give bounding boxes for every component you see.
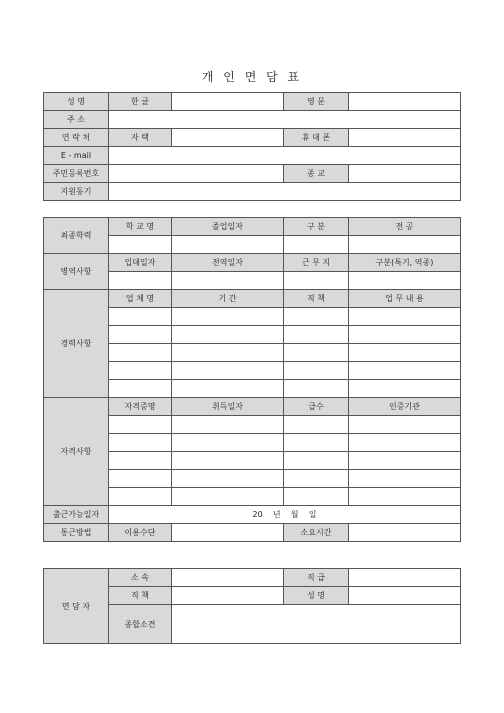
- license-name-field[interactable]: [109, 452, 172, 470]
- religion-label: 종 교: [284, 165, 349, 183]
- education-major-field[interactable]: [349, 236, 461, 254]
- license-grade-field[interactable]: [284, 488, 349, 506]
- korean-name-field[interactable]: [172, 93, 284, 111]
- education-school-field[interactable]: [109, 236, 172, 254]
- start-date-field[interactable]: 20 년 월 일: [109, 506, 461, 524]
- license-date-field[interactable]: [172, 416, 284, 434]
- career-company-field[interactable]: [109, 362, 172, 380]
- interviewer-table: [43, 568, 461, 644]
- career-duties-field[interactable]: [349, 380, 461, 398]
- military-post-field[interactable]: [284, 272, 349, 290]
- commute-label: 통근방법: [44, 524, 109, 542]
- license-issuer-field[interactable]: [349, 416, 461, 434]
- career-period-field[interactable]: [172, 380, 284, 398]
- career-period-field[interactable]: [172, 326, 284, 344]
- career-header-duties: 업 무 내 용: [349, 290, 461, 308]
- license-header-name: 자격증명: [109, 398, 172, 416]
- name-label: 성 명: [44, 93, 109, 111]
- license-name-field[interactable]: [109, 488, 172, 506]
- address-field[interactable]: [109, 111, 461, 129]
- start-date-label: 출근가능일자: [44, 506, 109, 524]
- career-company-field[interactable]: [109, 308, 172, 326]
- license-date-field[interactable]: [172, 434, 284, 452]
- license-label: 자격사항: [44, 398, 109, 506]
- career-period-field[interactable]: [172, 308, 284, 326]
- education-header-grad-date: 졸업일자: [172, 218, 284, 236]
- career-company-field[interactable]: [109, 326, 172, 344]
- military-header-post: 근 무 지: [284, 254, 349, 272]
- license-grade-field[interactable]: [284, 452, 349, 470]
- interviewer-name-label: 성 명: [284, 587, 349, 605]
- home-phone-label: 자 택: [109, 129, 172, 147]
- english-name-label: 영 문: [284, 93, 349, 111]
- license-grade-field[interactable]: [284, 434, 349, 452]
- career-position-field[interactable]: [284, 344, 349, 362]
- military-discharge-field[interactable]: [172, 272, 284, 290]
- interviewer-name-field[interactable]: [349, 587, 461, 605]
- education-header-major: 전 공: [349, 218, 461, 236]
- education-grad-date-field[interactable]: [172, 236, 284, 254]
- education-label: 최종학력: [44, 218, 109, 254]
- email-label: E - mail: [44, 147, 109, 165]
- interviewer-department-field[interactable]: [172, 569, 284, 587]
- career-position-field[interactable]: [284, 326, 349, 344]
- background-table: [43, 217, 461, 542]
- interviewer-title-field[interactable]: [172, 587, 284, 605]
- career-period-field[interactable]: [172, 344, 284, 362]
- license-issuer-field[interactable]: [349, 470, 461, 488]
- military-label: 병역사항: [44, 254, 109, 290]
- interviewer-department-label: 소 속: [109, 569, 172, 587]
- license-date-field[interactable]: [172, 452, 284, 470]
- overall-opinion-field[interactable]: [172, 605, 461, 644]
- home-phone-field[interactable]: [172, 129, 284, 147]
- address-label: 주 소: [44, 111, 109, 129]
- career-duties-field[interactable]: [349, 326, 461, 344]
- resident-number-label: 주민등록번호: [44, 165, 109, 183]
- motive-label: 지원동기: [44, 183, 109, 201]
- military-header-type: 구분(특기, 역종): [349, 254, 461, 272]
- military-header-enlist: 입대일자: [109, 254, 172, 272]
- commute-time-label: 소요시간: [284, 524, 349, 542]
- career-header-position: 직 책: [284, 290, 349, 308]
- license-date-field[interactable]: [172, 488, 284, 506]
- religion-field[interactable]: [349, 165, 461, 183]
- interviewer-rank-label: 직 급: [284, 569, 349, 587]
- personal-info-table: [43, 92, 461, 201]
- motive-field[interactable]: [109, 183, 461, 201]
- license-header-date: 취득일자: [172, 398, 284, 416]
- license-issuer-field[interactable]: [349, 488, 461, 506]
- license-issuer-field[interactable]: [349, 452, 461, 470]
- education-header-school: 학 교 명: [109, 218, 172, 236]
- military-header-discharge: 전역일자: [172, 254, 284, 272]
- license-name-field[interactable]: [109, 416, 172, 434]
- career-header-company: 업 체 명: [109, 290, 172, 308]
- license-grade-field[interactable]: [284, 416, 349, 434]
- commute-means-field[interactable]: [172, 524, 284, 542]
- license-header-issuer: 인증기관: [349, 398, 461, 416]
- license-name-field[interactable]: [109, 434, 172, 452]
- email-field[interactable]: [109, 147, 461, 165]
- career-header-period: 기 간: [172, 290, 284, 308]
- license-issuer-field[interactable]: [349, 434, 461, 452]
- career-position-field[interactable]: [284, 362, 349, 380]
- resident-number-field[interactable]: [109, 165, 284, 183]
- commute-time-field[interactable]: [349, 524, 461, 542]
- military-type-field[interactable]: [349, 272, 461, 290]
- career-label: 경력사항: [44, 290, 109, 398]
- overall-opinion-label: 종합소견: [109, 605, 172, 644]
- education-category-field[interactable]: [284, 236, 349, 254]
- page-title: 개 인 면 담 표: [201, 70, 303, 84]
- education-header-category: 구 분: [284, 218, 349, 236]
- career-duties-field[interactable]: [349, 308, 461, 326]
- career-position-field[interactable]: [284, 308, 349, 326]
- interviewer-title-label: 직 책: [109, 587, 172, 605]
- commute-means-label: 이용수단: [109, 524, 172, 542]
- interviewer-rank-field[interactable]: [349, 569, 461, 587]
- license-header-grade: 급수: [284, 398, 349, 416]
- career-period-field[interactable]: [172, 362, 284, 380]
- career-duties-field[interactable]: [349, 344, 461, 362]
- career-company-field[interactable]: [109, 380, 172, 398]
- career-company-field[interactable]: [109, 344, 172, 362]
- korean-name-label: 한 글: [109, 93, 172, 111]
- contact-label: 연 락 처: [44, 129, 109, 147]
- interviewer-label: 면 담 자: [44, 569, 109, 644]
- license-date-field[interactable]: [172, 470, 284, 488]
- career-duties-field[interactable]: [349, 362, 461, 380]
- english-name-field[interactable]: [349, 93, 461, 111]
- mobile-phone-label: 휴 대 폰: [284, 129, 349, 147]
- license-grade-field[interactable]: [284, 470, 349, 488]
- mobile-phone-field[interactable]: [349, 129, 461, 147]
- license-name-field[interactable]: [109, 470, 172, 488]
- military-enlist-field[interactable]: [109, 272, 172, 290]
- career-position-field[interactable]: [284, 380, 349, 398]
